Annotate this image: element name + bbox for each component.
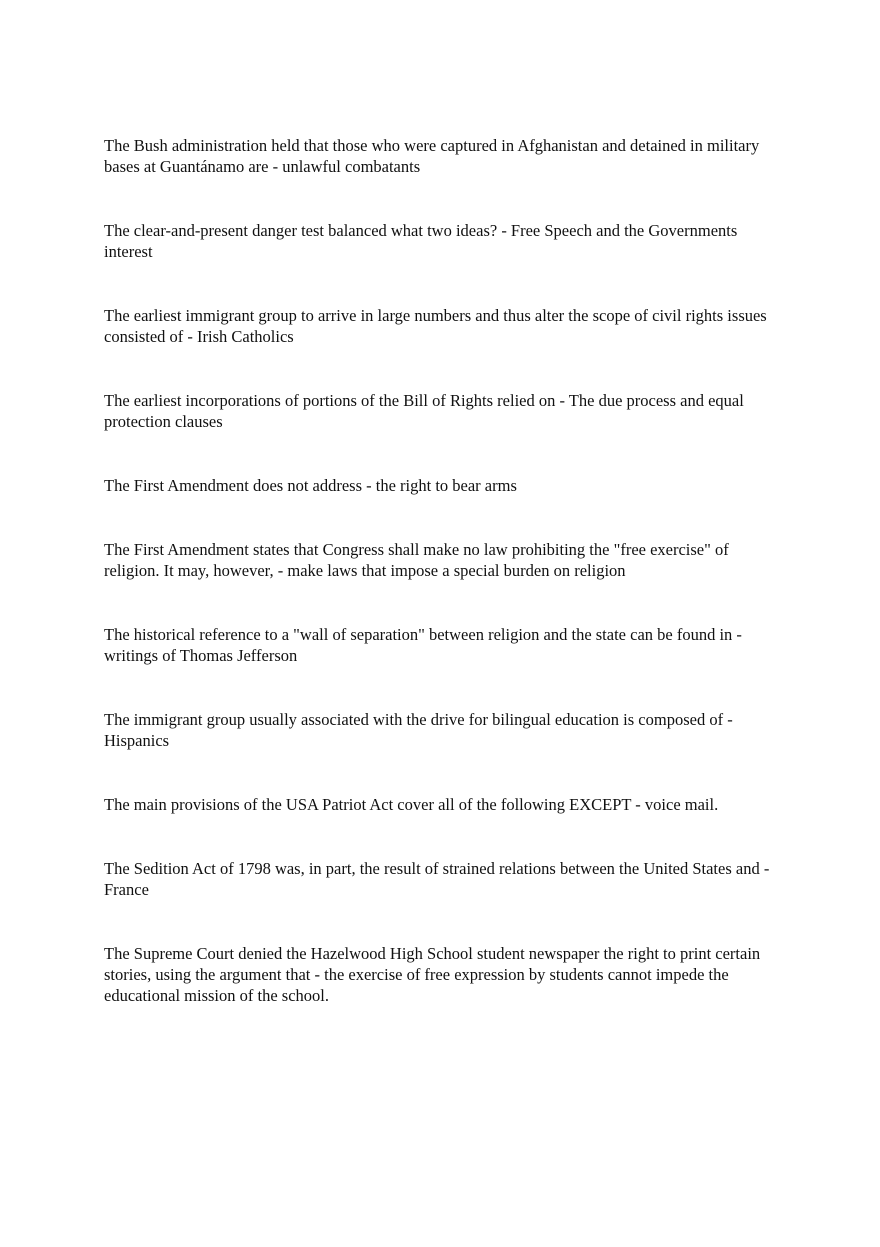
flashcard-entry: The First Amendment does not address - the right to bear arms (104, 476, 517, 495)
flashcard-entry: The First Amendment states that Congress shall make no law prohibiting the "free exercise" of religion. It may, however, - make laws that impose a special burden on religion (104, 540, 729, 580)
flashcard-entry: The Bush administration held that those who were captured in Afghanistan and detained in military bases at Guantánamo are - unlawful combatants (104, 136, 760, 176)
flashcard-entry: The historical reference to a "wall of separation" between religion and the state can be found in - writings of Thomas Jefferson (104, 625, 742, 665)
flashcard-list (104, 135, 780, 1049)
flashcard-entry: The earliest incorporations of portions of the Bill of Rights relied on - The due process and equal protection clauses (104, 391, 744, 431)
flashcard-entry: The Supreme Court denied the Hazelwood High School student newspaper the right to print certain stories, using the argument that - the exercise of free expression by students cannot impede the educational mission of the school. (104, 944, 761, 1005)
flashcard-entry: The immigrant group usually associated with the drive for bilingual education is composed of - Hispanics (104, 710, 733, 750)
flashcard-entry: The main provisions of the USA Patriot Act cover all of the following EXCEPT - voice mail. (104, 795, 719, 814)
flashcard-entry: The earliest immigrant group to arrive in large numbers and thus alter the scope of civil rights issues consisted of - Irish Catholics (104, 306, 767, 346)
flashcard-entry: The clear-and-present danger test balanced what two ideas? - Free Speech and the Governments interest (104, 221, 738, 261)
flashcard-entry: The Sedition Act of 1798 was, in part, the result of strained relations between the United States and - France (104, 859, 770, 899)
